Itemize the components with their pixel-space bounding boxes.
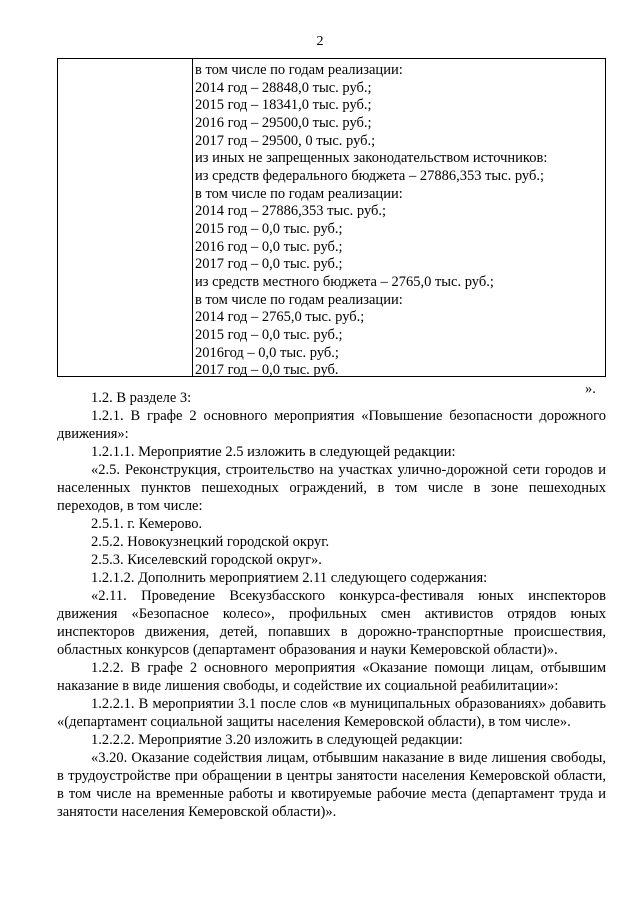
financing-line: 2015 год – 18341,0 тыс. руб.; bbox=[195, 97, 372, 114]
amendment-paragraph: 1.2.1.1. Мероприятие 2.5 изложить в следующей редакции: bbox=[91, 444, 456, 460]
financing-line: 2016 год – 29500,0 тыс. руб.; bbox=[195, 114, 372, 131]
list-item: 2.5.2. Новокузнецкий городской округ. bbox=[91, 534, 330, 550]
financing-line: в том числе по годам реализации: bbox=[195, 185, 403, 202]
financing-line: 2017 год – 0,0 тыс. руб. bbox=[195, 362, 339, 379]
financing-line: 2015 год – 0,0 тыс. руб.; bbox=[195, 326, 343, 343]
financing-line: 2014 год – 27886,353 тыс. руб.; bbox=[195, 203, 387, 220]
amendment-paragraph: 1.2.2. В графе 2 основного мероприятия «Оказание помощи лицам, отбывшим наказание в виде лишения свободы, и содействие их социальной реабилитации»: bbox=[57, 660, 606, 694]
financing-line: 2015 год – 0,0 тыс. руб.; bbox=[195, 220, 343, 237]
amendment-paragraph: «2.5. Реконструкция, строительство на участках улично-дорожной сети городов и населенных пунктов пешеходных ограждений, в том числе в зоне пешеходных переходов, в том числе: bbox=[57, 462, 606, 514]
financing-line: из иных не запрещенных законодательством источников: bbox=[195, 150, 548, 167]
amendment-paragraph: 1.2.1. В графе 2 основного мероприятия «Повышение безопасности дорожного движения»: bbox=[57, 408, 606, 442]
financing-line: 2014 год – 28848,0 тыс. руб.; bbox=[195, 79, 372, 96]
financing-table bbox=[57, 58, 606, 377]
financing-line: 2017 год – 29500, 0 тыс. руб.; bbox=[195, 132, 376, 149]
list-item: 2.5.1. г. Кемерово. bbox=[91, 516, 203, 532]
amendment-paragraph: «3.20. Оказание содействия лицам, отбывшим наказание в виде лишения свободы, в трудоустройстве при обращении в центры занятости населения Кемеровской области, в том числе на временные работы и квотируемые рабочие места (департамент труда и занятости населения Кемеровской области)». bbox=[57, 750, 606, 820]
amendments-text bbox=[57, 389, 606, 821]
list-item: 2.5.3. Киселевский городской округ». bbox=[91, 552, 322, 568]
page-number: 2 bbox=[316, 34, 324, 49]
financing-line: 2017 год – 0,0 тыс. руб.; bbox=[195, 256, 343, 273]
financing-line: 2016год – 0,0 тыс. руб.; bbox=[195, 344, 339, 361]
amendment-paragraph: 1.2.2.1. В мероприятии 3.1 после слов «в муниципальных образованиях» добавить «(департамент социальной защиты населения Кемеровской области), в том числе». bbox=[57, 696, 606, 730]
amendment-paragraph: «2.11. Проведение Всекузбасского конкурса-фестиваля юных инспекторов движения «Безопасное колесо», профильных смен активистов отрядов юных инспекторов движения, детей, попавших в дорожно-транспортные происшествия, областных конкурсов (департамент образования и науки Кемеровской области)». bbox=[57, 588, 606, 658]
section-heading: 1.2. В разделе 3: bbox=[91, 390, 192, 406]
amendment-paragraph: 1.2.1.2. Дополнить мероприятием 2.11 следующего содержания: bbox=[91, 570, 488, 586]
financing-line: 2016 год – 0,0 тыс. руб.; bbox=[195, 238, 343, 255]
closing-quote: ». bbox=[585, 381, 596, 397]
table-column-divider bbox=[192, 59, 193, 376]
financing-line: из средств местного бюджета – 2765,0 тыс. руб.; bbox=[195, 273, 494, 290]
financing-line: из средств федерального бюджета – 27886,353 тыс. руб.; bbox=[195, 167, 544, 184]
financing-line: 2014 год – 2765,0 тыс. руб.; bbox=[195, 309, 365, 326]
amendment-paragraph: 1.2.2.2. Мероприятие 3.20 изложить в следующей редакции: bbox=[91, 732, 463, 748]
financing-line: в том числе по годам реализации: bbox=[195, 291, 403, 308]
financing-details bbox=[195, 62, 603, 380]
financing-line: в том числе по годам реализации: bbox=[195, 62, 403, 78]
